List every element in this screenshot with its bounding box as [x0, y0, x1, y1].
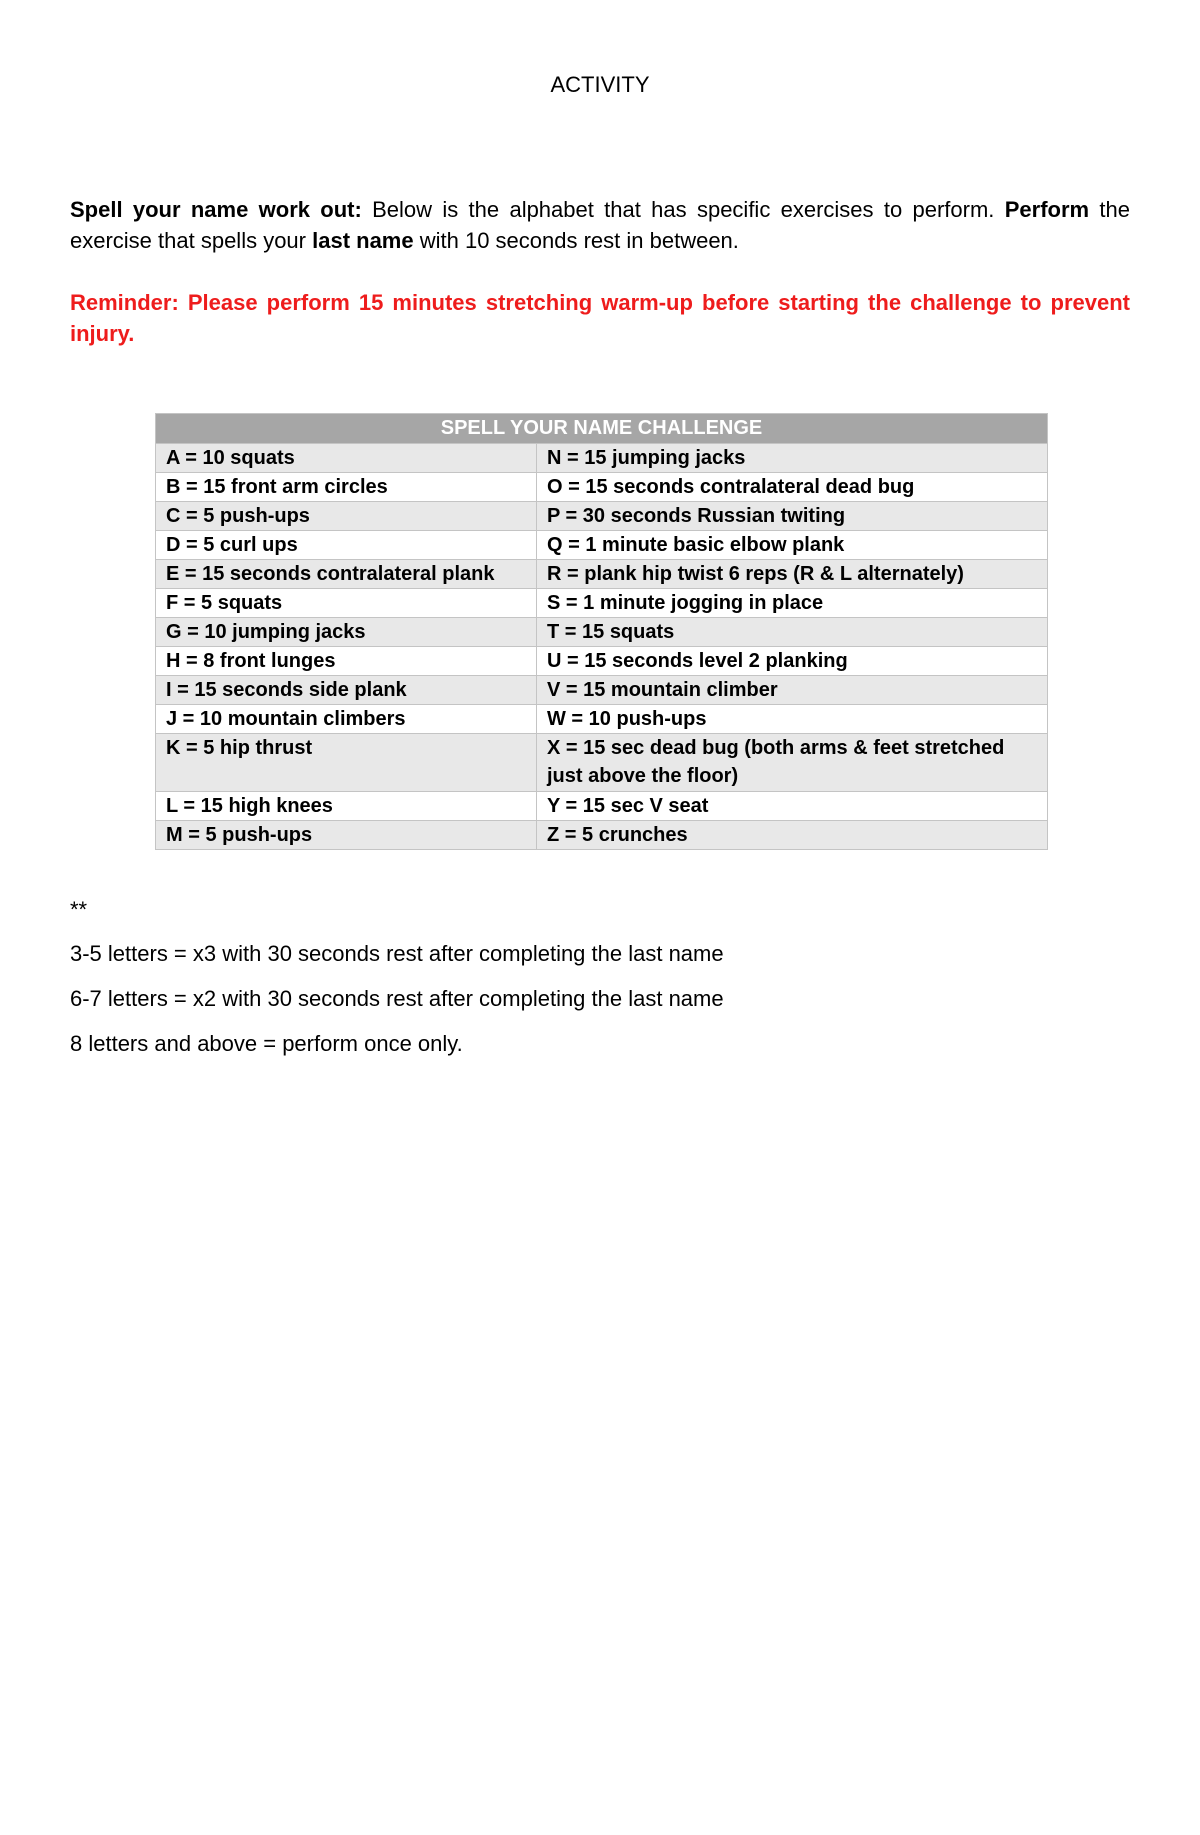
table-cell: E = 15 seconds contralateral plank	[156, 560, 537, 589]
table-row	[156, 502, 1048, 531]
intro-last-name: last name	[312, 228, 414, 253]
table-cell: P = 30 seconds Russian twiting	[537, 502, 1048, 531]
table-row	[156, 618, 1048, 647]
page-title: ACTIVITY	[550, 72, 650, 97]
table-cell: N = 15 jumping jacks	[537, 444, 1048, 473]
table-row	[156, 705, 1048, 734]
table-cell: S = 1 minute jogging in place	[537, 589, 1048, 618]
table-cell: C = 5 push-ups	[156, 502, 537, 531]
table-cell: K = 5 hip thrust	[156, 734, 537, 792]
table-cell: U = 15 seconds level 2 planking	[537, 647, 1048, 676]
table-row	[156, 473, 1048, 502]
intro-text-1: Below is the alphabet that has specific exercises to perform.	[361, 197, 1005, 222]
intro-lead: Spell your name work out:	[70, 197, 362, 222]
table-cell: R = plank hip twist 6 reps (R & L alternately)	[537, 560, 1048, 589]
table-cell: I = 15 seconds side plank	[156, 676, 537, 705]
notes-marker: **	[70, 897, 88, 922]
reminder-paragraph: Reminder: Please perform 15 minutes stretching warm-up before starting the challenge to prevent injury.	[70, 290, 1130, 346]
table-cell: T = 15 squats	[537, 618, 1048, 647]
note-line: 6-7 letters = x2 with 30 seconds rest after completing the last name	[70, 986, 724, 1011]
table-row	[156, 444, 1048, 473]
table-cell: X = 15 sec dead bug (both arms & feet stretched just above the floor)	[537, 734, 1048, 792]
table-cell: Y = 15 sec V seat	[537, 792, 1048, 821]
table-row	[156, 560, 1048, 589]
table-cell: O = 15 seconds contralateral dead bug	[537, 473, 1048, 502]
table-cell: G = 10 jumping jacks	[156, 618, 537, 647]
intro-text-2: the exercise that spells your	[70, 197, 1130, 253]
table-row	[156, 734, 1048, 792]
challenge-table	[155, 413, 1048, 850]
table-row	[156, 647, 1048, 676]
table-row	[156, 821, 1048, 850]
table-cell: B = 15 front arm circles	[156, 473, 537, 502]
table-cell: V = 15 mountain climber	[537, 676, 1048, 705]
table-cell: Z = 5 crunches	[537, 821, 1048, 850]
table-row	[156, 676, 1048, 705]
table-cell: H = 8 front lunges	[156, 647, 537, 676]
intro-text-3: with 10 seconds rest in between.	[413, 228, 739, 253]
table-cell: A = 10 squats	[156, 444, 537, 473]
table-row	[156, 792, 1048, 821]
table-cell: F = 5 squats	[156, 589, 537, 618]
note-line: 3-5 letters = x3 with 30 seconds rest after completing the last name	[70, 941, 724, 966]
table-row	[156, 589, 1048, 618]
table-header: SPELL YOUR NAME CHALLENGE	[156, 414, 1048, 444]
table-cell: M = 5 push-ups	[156, 821, 537, 850]
intro-perform: Perform	[1004, 197, 1090, 222]
table-cell: D = 5 curl ups	[156, 531, 537, 560]
intro-paragraph	[70, 194, 1130, 256]
table-row	[156, 531, 1048, 560]
table-cell: L = 15 high knees	[156, 792, 537, 821]
table-cell: W = 10 push-ups	[537, 705, 1048, 734]
note-line: 8 letters and above = perform once only.	[70, 1031, 463, 1056]
table-cell: Q = 1 minute basic elbow plank	[537, 531, 1048, 560]
table-cell: J = 10 mountain climbers	[156, 705, 537, 734]
